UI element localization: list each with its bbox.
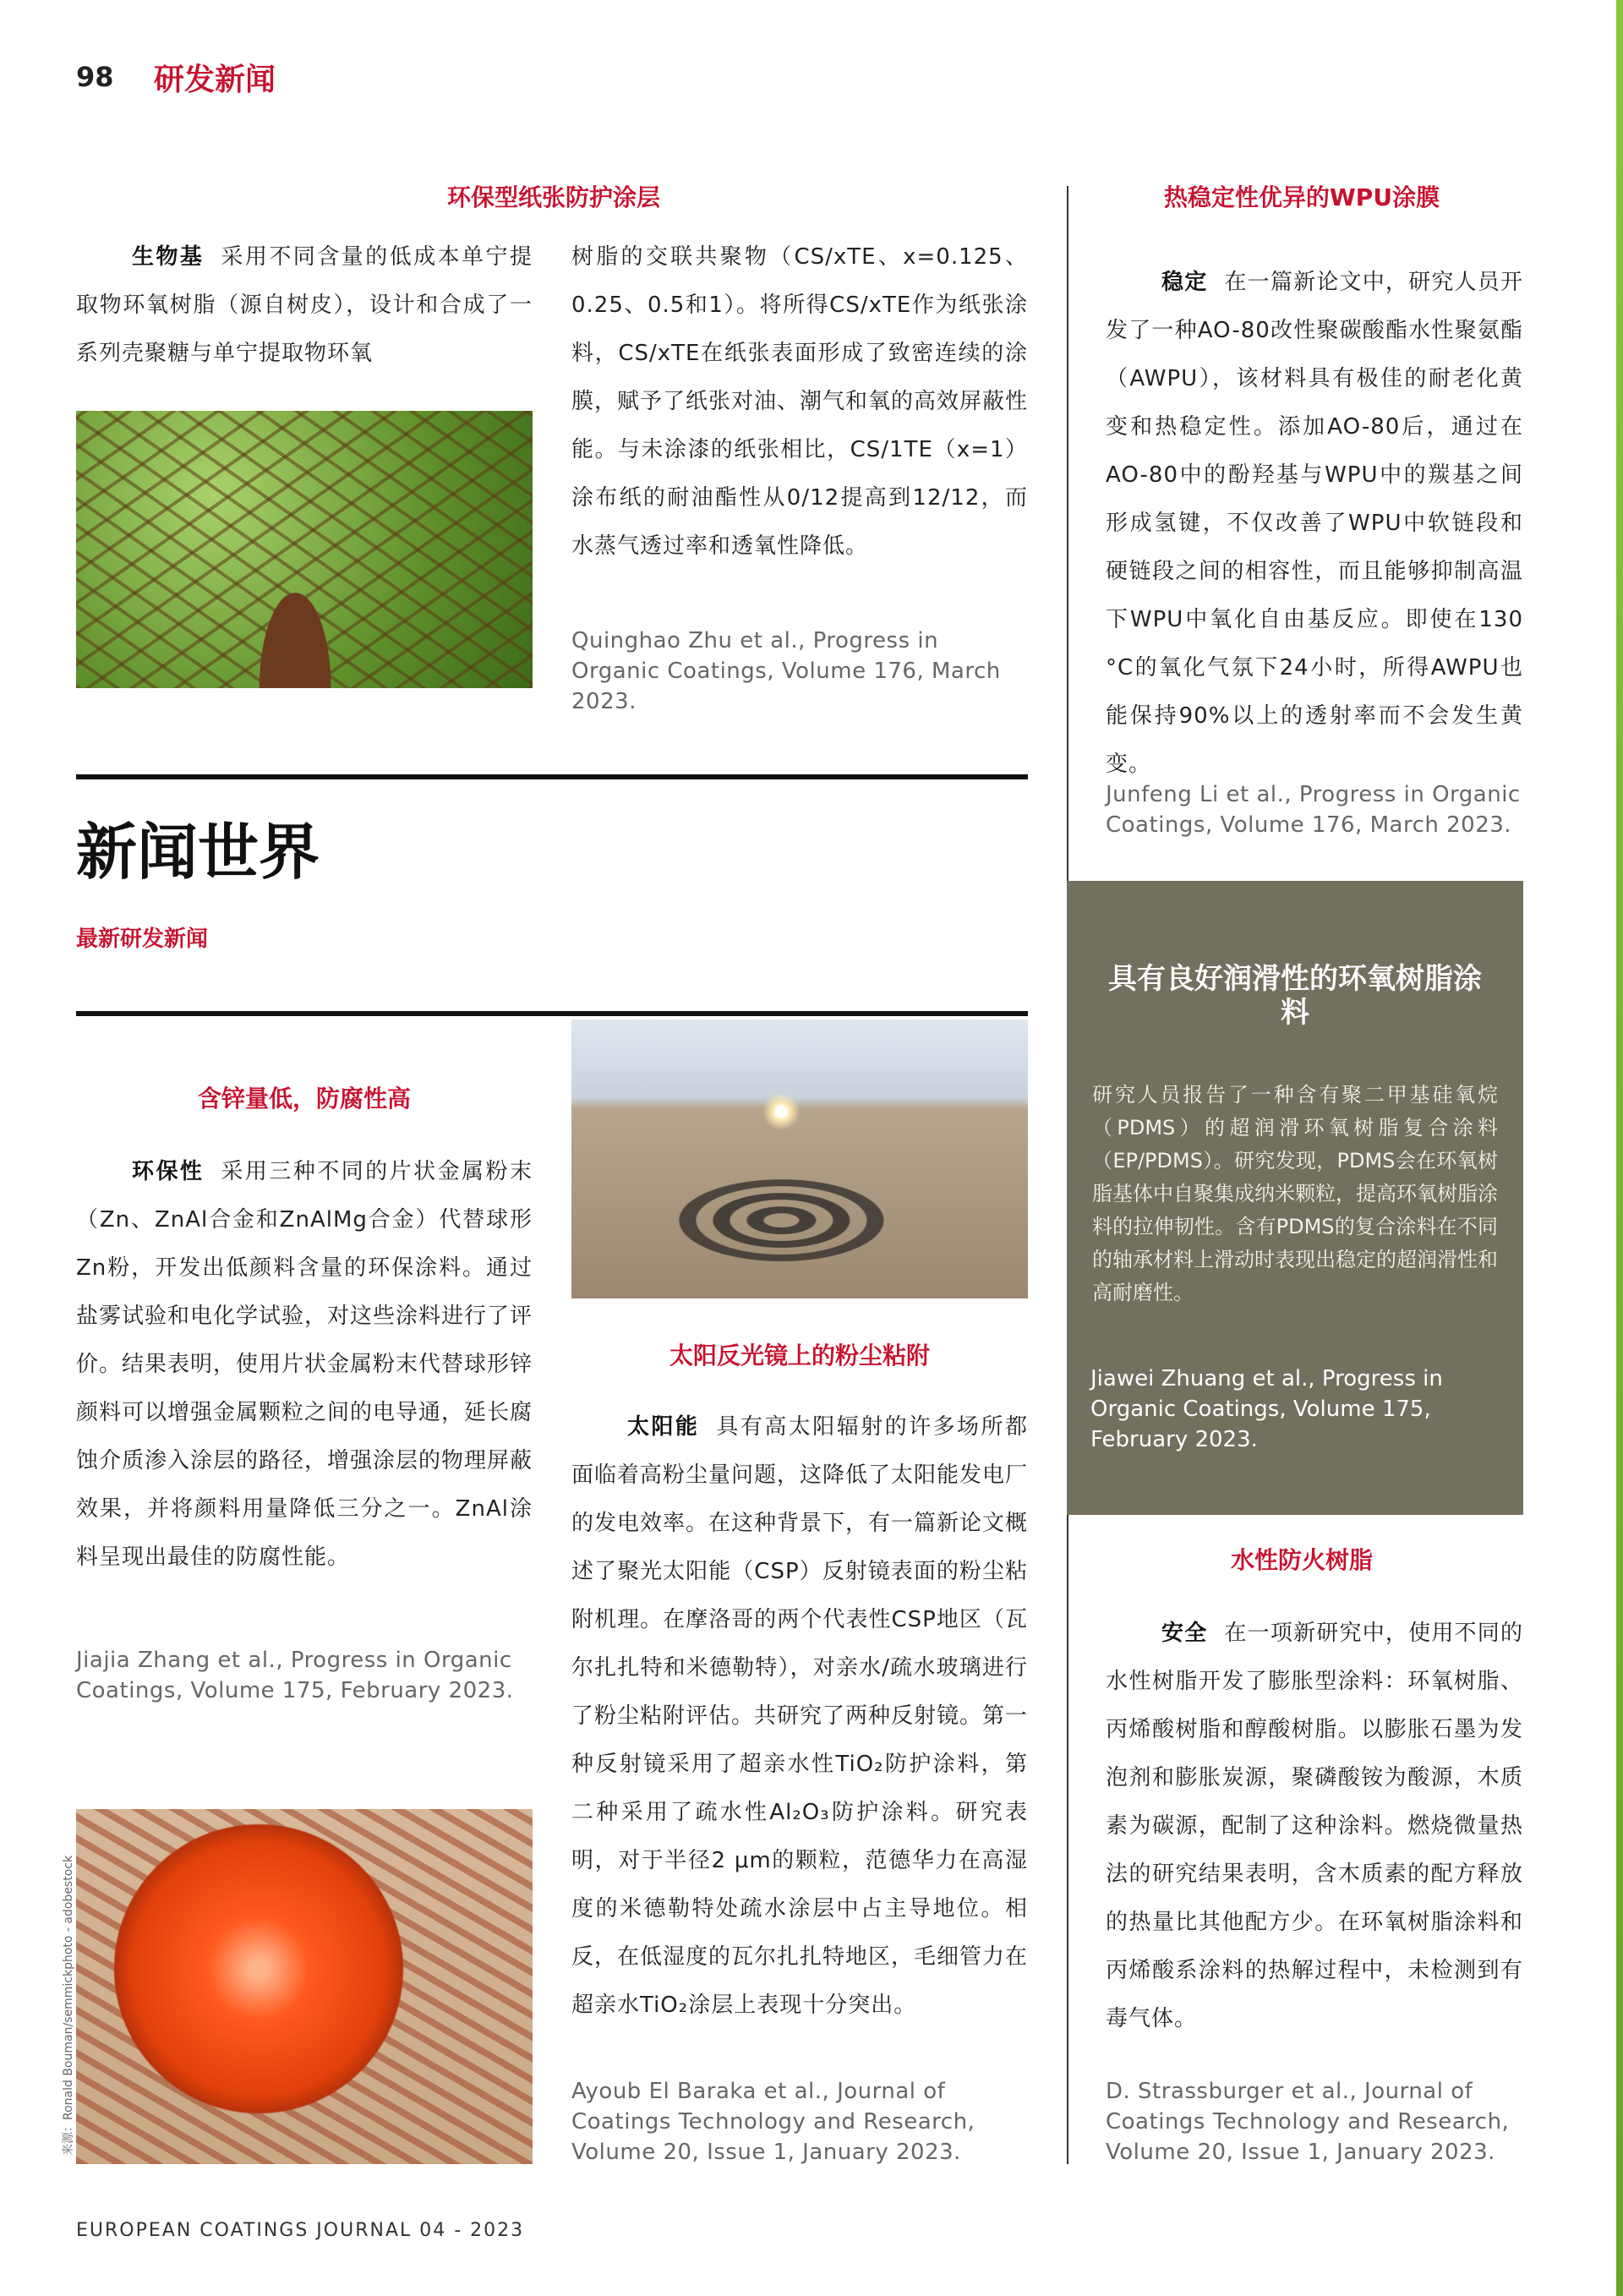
page-number: 98 — [76, 61, 114, 93]
article-title-solar: 太阳反光镜上的粉尘粘附 — [669, 1342, 930, 1369]
tree-photo — [76, 411, 533, 688]
article-body-solar — [571, 1403, 1028, 2030]
news-heading: 新闻世界 — [76, 817, 320, 888]
image-credit — [59, 1818, 74, 2156]
section-title: 研发新闻 — [154, 63, 276, 97]
lead-word: 环保性 — [132, 1159, 205, 1184]
news-subheading: 最新研发新闻 — [76, 927, 209, 952]
body-text: 具有高太阳辐射的许多场所都面临着高粉尘量问题，这降低了太阳能发电厂的发电效率。在这种背景下，有一篇新论文概述了聚光太阳能（CSP）反射镜表面的粉尘粘附机理。在摩洛哥的两个代表性CSP地区（瓦尔扎扎特和米德勒特），对亲水/疏水玻璃进行了粉尘粘附评估。共研究了两种反射镜。第一种反射镜采用了超亲水性TiO₂防护涂料，第二种采用了疏水性Al₂O₃防护涂料。研究表明，对于半径2 μm的颗粒，范德华力在高湿度的米德勒特处疏水涂层中占主导地位。相反，在低湿度的瓦尔扎扎特地区，毛细管力在超亲水TiO₂涂层上表现十分突出。 — [571, 1414, 1029, 2018]
article-reference: D. Strassburger et al., Journal of Coatings Technology and Research, Volume 20, Issue 1, January 2023. — [1106, 2079, 1510, 2165]
box-body: 研究人员报告了一种含有聚二甲基硅氧烷（PDMS）的超润滑环氧树脂复合涂料（EP/PDMS）。研究发现，PDMS会在环氧树脂基体中自聚集成纳米颗粒，提高环氧树脂涂料的拉伸韧性。含有PDMS的复合涂料在不同的轴承材料上滑动时表现出稳定的超润滑性和高耐磨性。 — [1092, 1083, 1498, 1304]
article-body-paper-coating-right: 树脂的交联共聚物（CS/xTE、x=0.125、0.25、0.5和1）。将所得CS/xTE作为纸张涂料，CS/xTE在纸张表面形成了致密连续的涂膜，赋予了纸张对油、潮气和氧的高效屏蔽性能。与未涂漆的纸张相比，CS/1TE（x=1）涂布纸的耐油酯性从0/12提高到12/12，而水蒸气透过率和透氧性降低。 — [571, 244, 1029, 559]
article-reference: Ayoub El Baraka et al., Journal of Coatings Technology and Research, Volume 20, Issue 1, January 2023. — [571, 2079, 975, 2165]
article-body-paper-coating-left — [76, 233, 533, 378]
section-rule — [76, 774, 1028, 779]
body-text: 在一项新研究中，使用不同的水性树脂开发了膨胀型涂料：环氧树脂、丙烯酸树脂和醇酸树脂。以膨胀石墨为发泡剂和膨胀炭源，聚磷酸铵为酸源，木质素为碳源，配制了这种涂料。燃烧微量热法的研究结果表明，含木质素的配方释放的热量比其他配方少。在环氧树脂涂料和丙烯酸系涂料的热解过程中，未检测到有毒气体。 — [1106, 1621, 1523, 2031]
body-text: 采用三种不同的片状金属粉末（Zn、ZnAl合金和ZnAlMg合金）代替球形Zn粉，开发出低颜料含量的环保涂料。通过盐雾试验和电化学试验，对这些涂料进行了评价。结果表明，使用片状金属粉末代替球形锌颜料可以增强金属颗粒之间的电导通，延长腐蚀介质渗入涂层的路径，增强涂层的物理屏蔽效果，并将颜料用量降低三分之一。ZnAl涂料呈现出最佳的防腐性能。 — [76, 1159, 533, 1570]
buoy-photo — [76, 1809, 533, 2164]
article-reference: Junfeng Li et al., Progress in Organic Coatings, Volume 176, March 2023. — [1106, 782, 1521, 838]
article-title-zinc: 含锌量低，防腐性高 — [197, 1085, 411, 1112]
edge-accent-bar — [1616, 0, 1623, 2296]
body-text: 采用不同含量的低成本单宁提取物环氧树脂（源自树皮），设计和合成了一系列壳聚糖与单宁提取物环氧 — [76, 244, 533, 366]
article-body-fire — [1106, 1610, 1523, 2043]
article-reference: Jiajia Zhang et al., Progress in Organic Coatings, Volume 175, February 2023. — [76, 1648, 514, 1703]
lead-word: 稳定 — [1161, 270, 1208, 295]
box-title: 具有良好润滑性的环氧树脂涂料 — [1108, 962, 1482, 1030]
solar-plant-photo — [571, 1020, 1028, 1298]
box-reference: Jiawei Zhuang et al., Progress in Organic Coatings, Volume 175, February 2023. — [1090, 1366, 1443, 1452]
article-title-wpu: 热稳定性优异的WPU涂膜 — [1163, 183, 1440, 211]
section-rule — [76, 1011, 1028, 1016]
lead-word: 安全 — [1161, 1621, 1208, 1646]
article-title-paper-coating: 环保型纸张防护涂层 — [446, 183, 660, 211]
body-text: 在一篇新论文中，研究人员开发了一种AO-80改性聚碳酸酯水性聚氨酯（AWPU），该材料具有极佳的耐老化黄变和热稳定性。添加AO-80后，通过在AO-80中的酚羟基与WPU中的羰基之间形成氢键，不仅改善了WPU中软链段和硬链段之间的相容性，而且能够抑制高温下WPU中氧化自由基反应。即使在130 °C的氧化气氛下24小时，所得AWPU也能保持90%以上的透射率而不会发生黄变。 — [1106, 270, 1523, 777]
footer-journal: EUROPEAN COATINGS JOURNAL 04 - 2023 — [76, 2220, 525, 2241]
credit-text: 来源：Ronald Bouman/semmickphoto - adobestock — [62, 1855, 75, 2156]
article-title-fire: 水性防火树脂 — [1230, 1546, 1373, 1574]
article-body-zinc — [76, 1148, 533, 1582]
article-reference: Quinghao Zhu et al., Progress in Organic Coatings, Volume 176, March 2023. — [571, 628, 1001, 714]
lead-word: 生物基 — [132, 244, 205, 270]
lead-word: 太阳能 — [627, 1414, 700, 1440]
article-body-wpu — [1106, 259, 1523, 789]
sidebar-box-epoxy — [1067, 881, 1523, 1515]
